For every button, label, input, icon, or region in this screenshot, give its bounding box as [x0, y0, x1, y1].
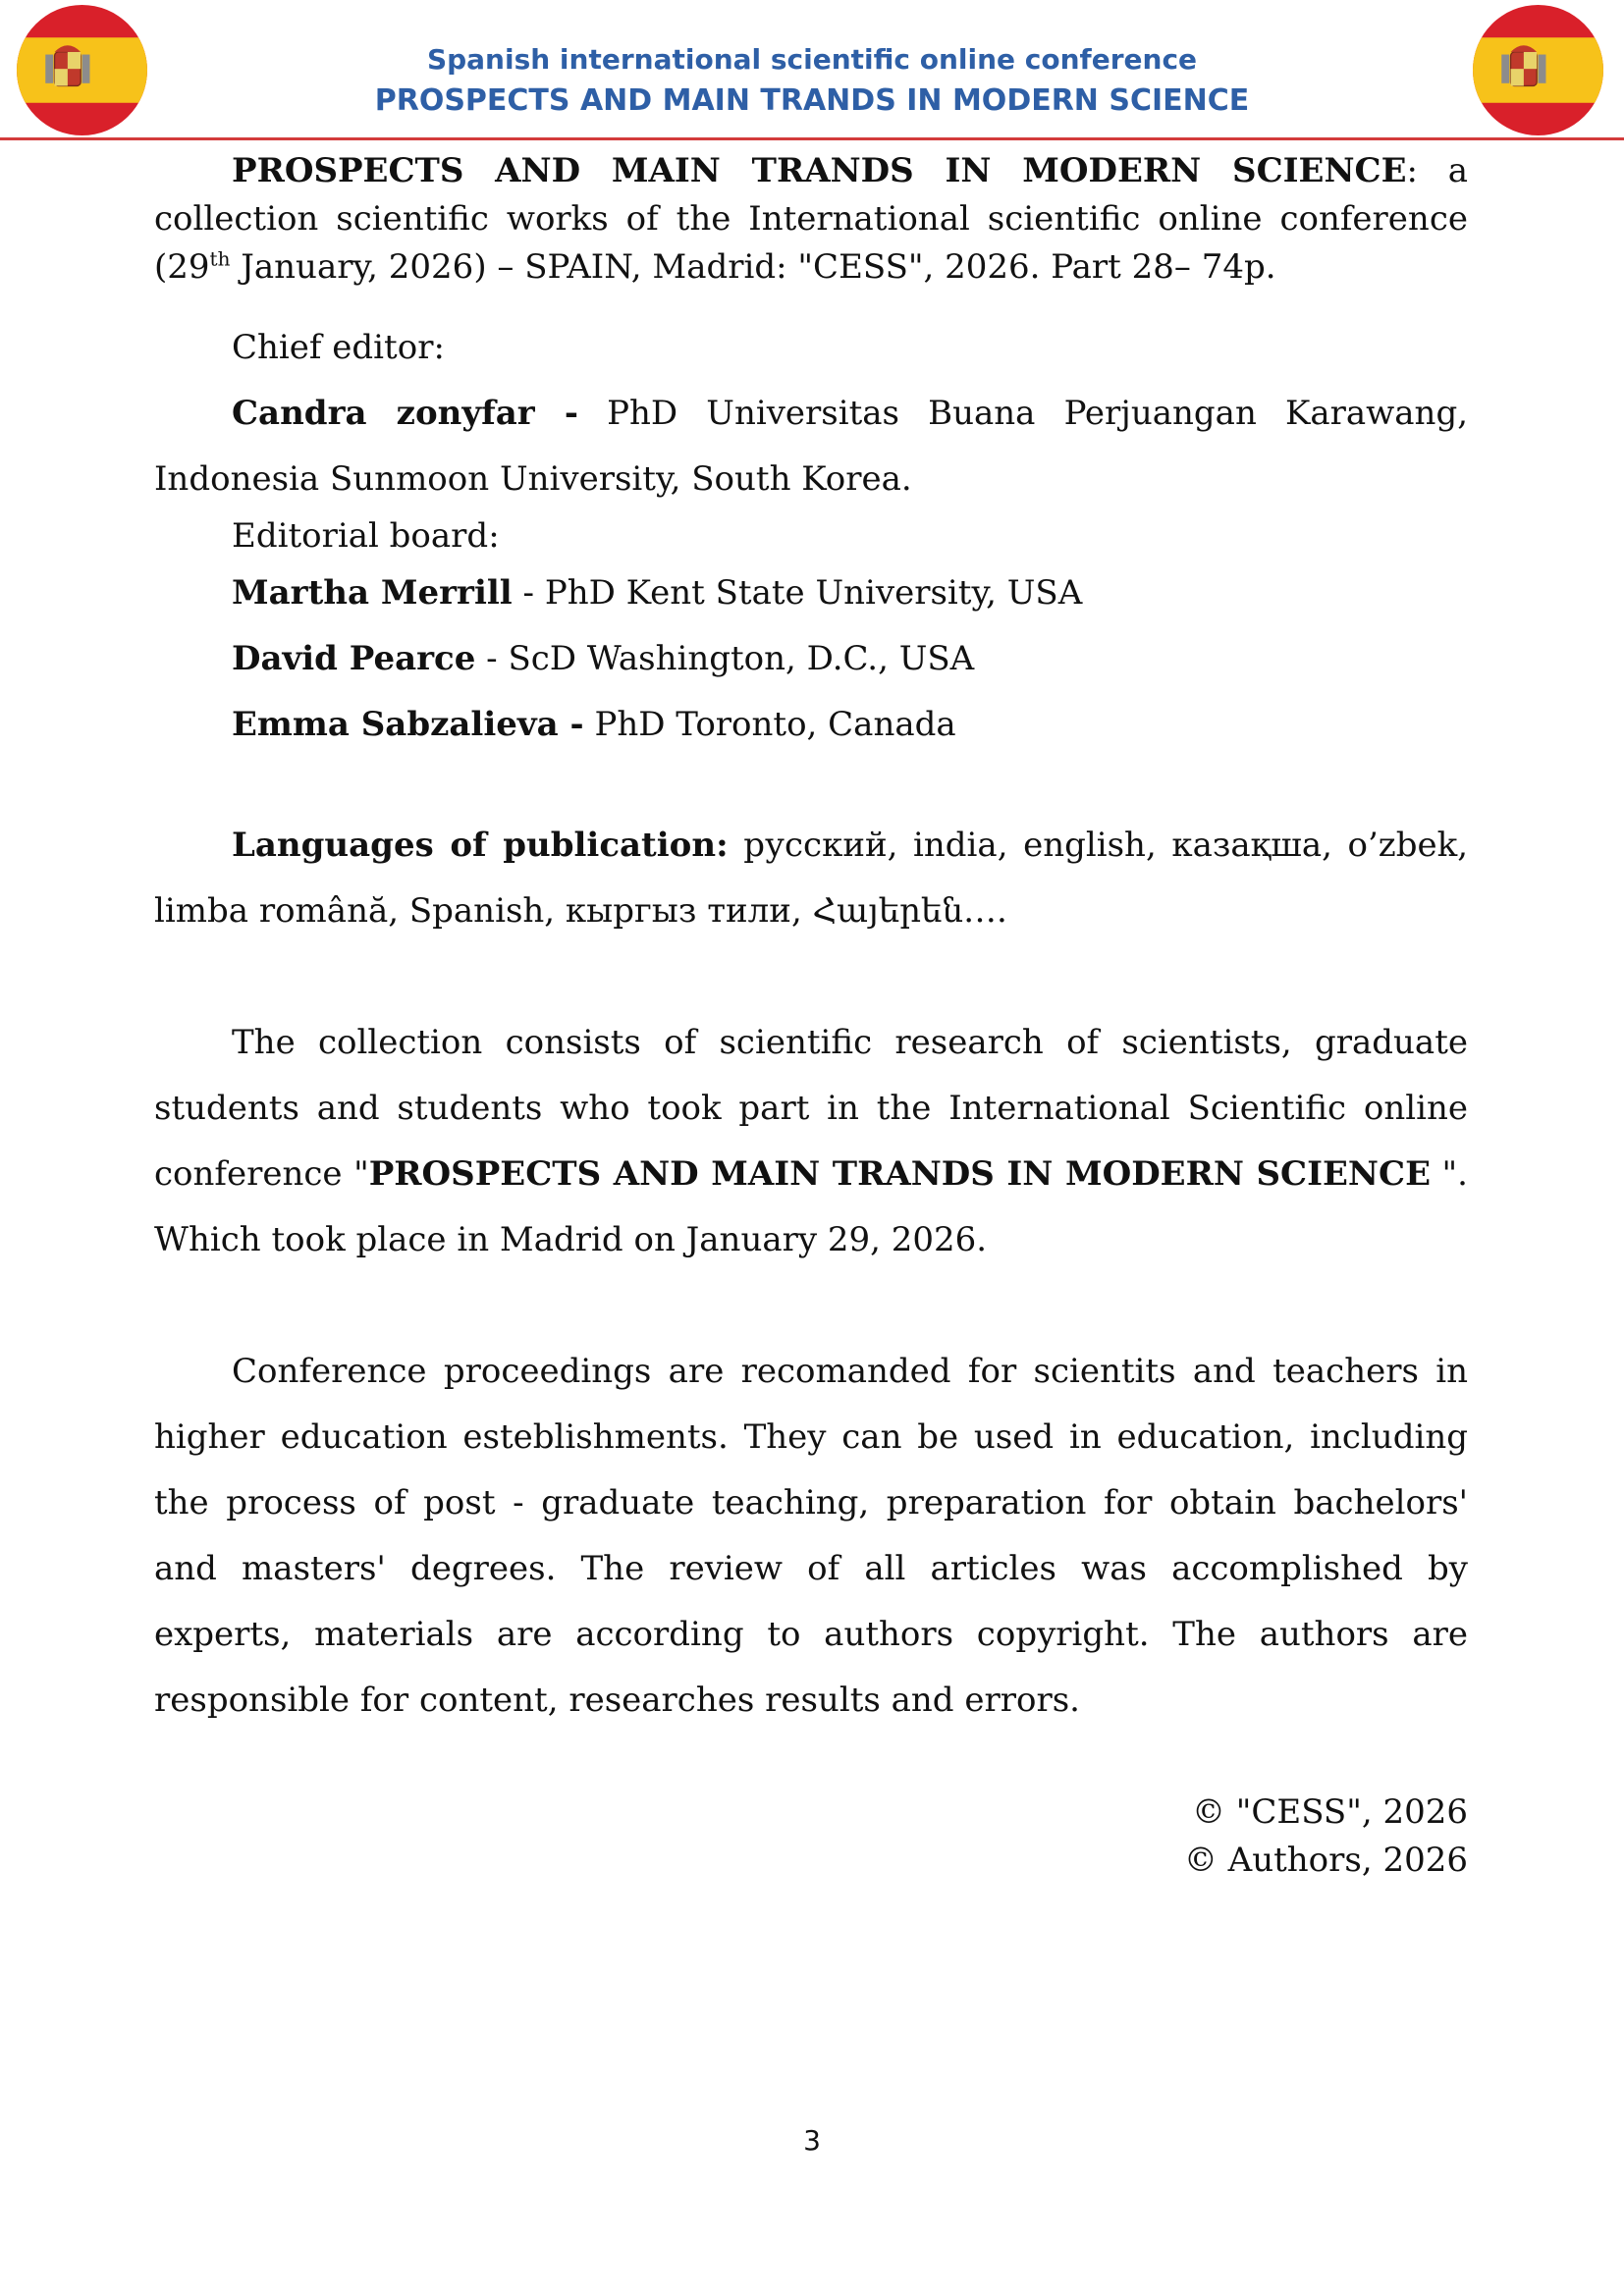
copyright-publisher: © "CESS", 2026 — [1191, 1792, 1468, 1832]
chief-editor-entry — [154, 381, 1468, 512]
ordinal-suffix: th — [209, 246, 231, 271]
board-member-name: David Pearce — [232, 639, 476, 678]
editorial-board-label: Editorial board: — [232, 516, 500, 556]
page-number: 3 — [803, 2124, 821, 2157]
intro-paragraph — [154, 147, 1468, 292]
page-header — [0, 0, 1624, 143]
board-member-name: Emma Sabzalieva - — [232, 705, 584, 744]
board-member-name: Martha Merrill — [232, 573, 513, 613]
collection-conference-title: PROSPECTS AND MAIN TRANDS IN MODERN SCIENCE — [368, 1154, 1431, 1194]
spain-flag-icon — [1473, 5, 1603, 135]
copyright-authors: © Authors, 2026 — [1183, 1841, 1468, 1880]
board-member-desc: - PhD Kent State University, USA — [512, 573, 1083, 613]
chief-editor-label: Chief editor: — [232, 328, 445, 367]
chief-editor-name: Candra zonyfar - — [232, 394, 578, 433]
header-divider — [0, 137, 1624, 140]
intro-text: : a collection scientific works of the International scientific online conference (29 — [154, 151, 1468, 287]
languages-list: русский, india, english, казақша, o’zbek, limba română, Spanish, кыргыз тили, Հայերեն…. — [154, 826, 1469, 931]
languages-paragraph — [154, 813, 1468, 944]
collection-paragraph — [154, 1010, 1468, 1273]
collection-text-2: ". Which took place in Madrid on January 29, 2026. — [154, 1154, 1468, 1259]
languages-label: Languages of publication: — [232, 826, 729, 865]
spacer — [154, 1734, 1468, 1789]
board-member-desc: PhD Toronto, Canada — [583, 705, 956, 744]
collection-text: The collection consists of scientific research of scientists, graduate students and students who took part in the International Scientific online conference " — [154, 1023, 1468, 1194]
board-member — [154, 692, 1468, 758]
spacer — [154, 292, 1468, 315]
spacer — [154, 758, 1468, 813]
page-content — [154, 147, 1468, 1885]
board-member — [154, 561, 1468, 626]
board-member-desc: - ScD Washington, D.C., USA — [475, 639, 975, 678]
spacer — [154, 944, 1468, 1010]
collection-title: PROSPECTS AND MAIN TRANDS IN MODERN SCIENCE — [232, 151, 1407, 190]
intro-text-2: January, 2026) – SPAIN, Madrid: "CESS", 2026. Part 28– 74p. — [230, 247, 1276, 287]
conference-name: Spanish international scientific online conference — [426, 43, 1198, 76]
conference-title: PROSPECTS AND MAIN TRANDS IN MODERN SCIENCE — [374, 83, 1250, 118]
proceedings-paragraph: Conference proceedings are recomanded for scientits and teachers in higher education esteblishments. They can be used in education, including the process of post - graduate teaching, preparation for obtain bachelors' and masters' degrees. The review of all articles was accomplished by experts, materials are according to authors copyright. The authors are responsible for content, researches results and errors. — [154, 1352, 1468, 1720]
board-member — [154, 626, 1468, 692]
chief-editor-affiliation: PhD Universitas Buana Perjuangan Karawang, Indonesia Sunmoon University, South Korea. — [154, 394, 1469, 499]
spacer — [154, 1273, 1468, 1339]
